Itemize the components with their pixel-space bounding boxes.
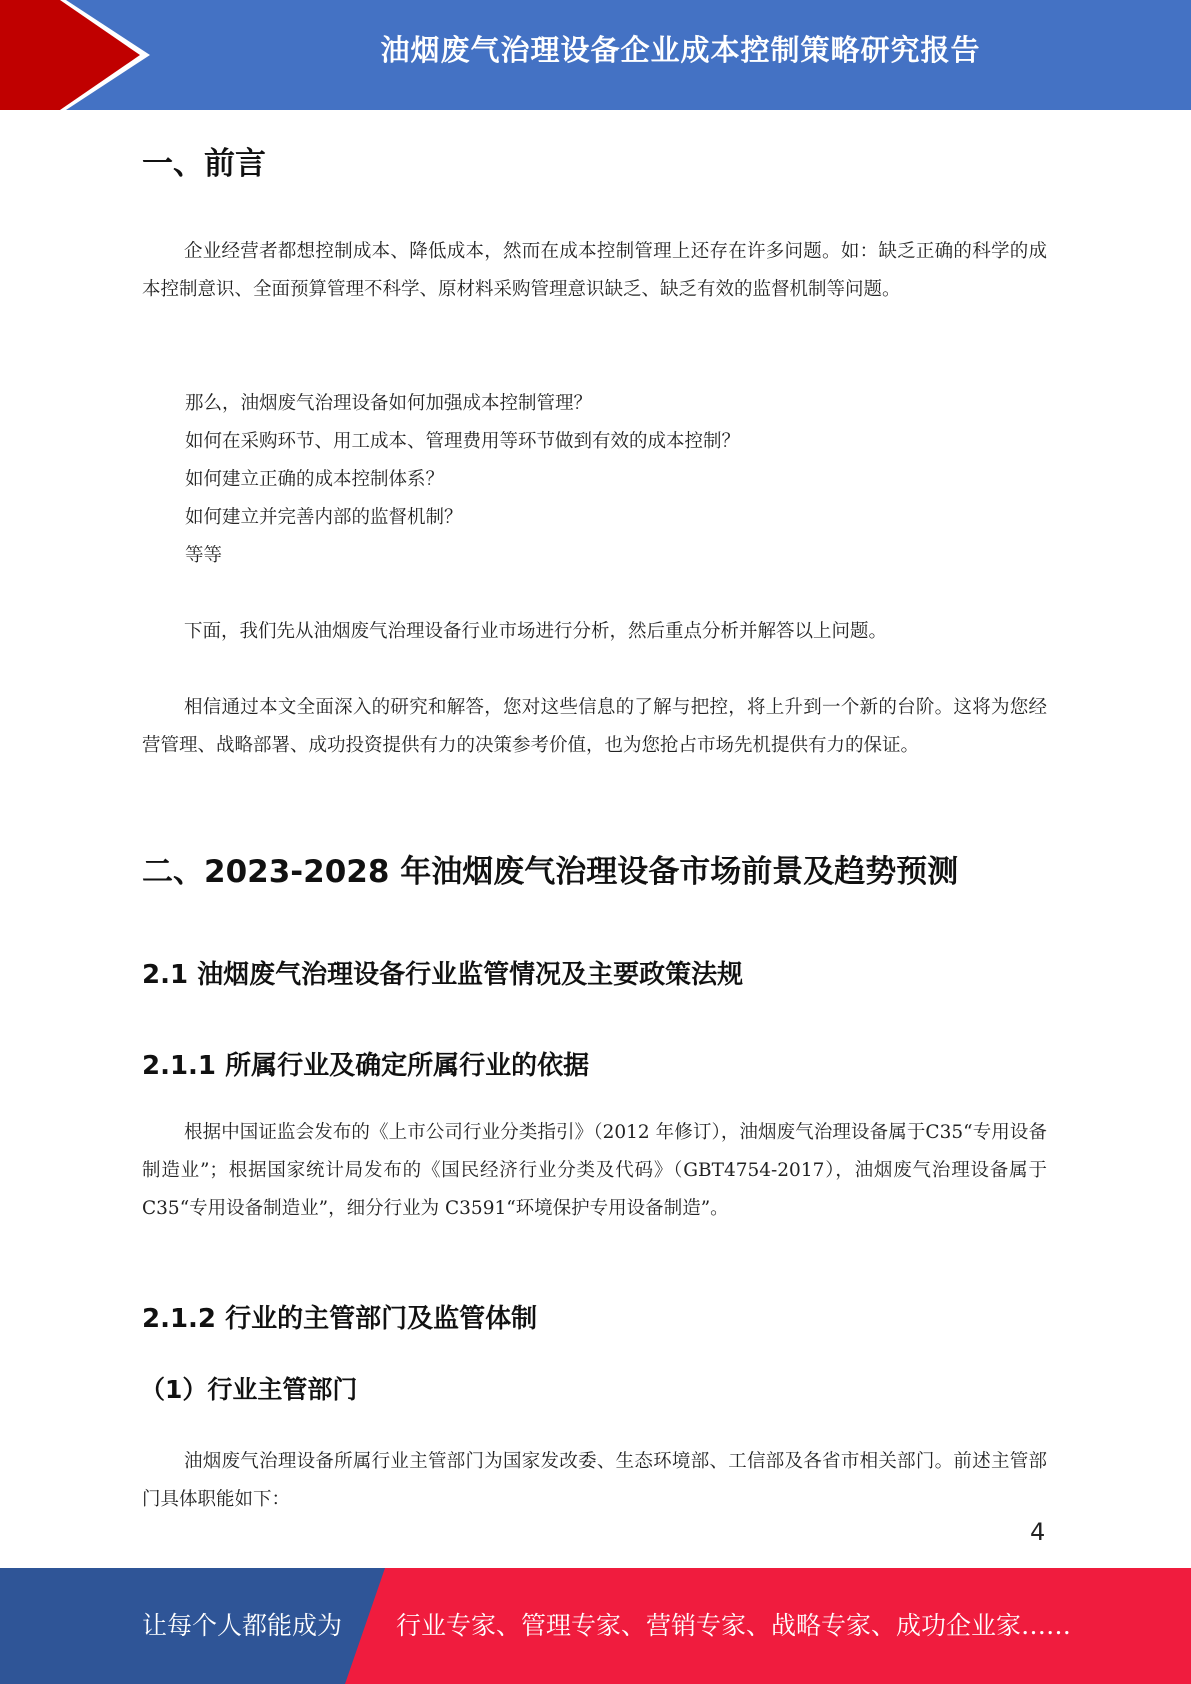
preface-next-paragraph: 下面，我们先从油烟废气治理设备行业市场进行分析，然后重点分析并解答以上问题。 bbox=[184, 621, 888, 642]
heading-industry-department: （1）行业主管部门 bbox=[140, 1375, 358, 1404]
report-title: 油烟废气治理设备企业成本控制策略研究报告 bbox=[380, 33, 981, 67]
industry-basis-paragraph: 根据中国证监会发布的《上市公司行业分类指引》（2012 年修订），油烟废气治理设备属于C35“专用设备制造业”；根据国家统计局发布的《国民经济行业分类及代码》（GBT4754-2017），油烟废气治理设备属于 C35“专用设备制造业”，细分行业为 C3591“环境保护专用设备制造”。 bbox=[142, 1122, 1047, 1219]
heading-forecast: 二、2023-2028 年油烟废气治理设备市场前景及趋势预测 bbox=[142, 854, 959, 890]
footer-slogan-left: 让每个人都能成为 bbox=[142, 1611, 343, 1640]
page-number: 4 bbox=[1030, 1518, 1046, 1546]
question-line: 等等 bbox=[185, 545, 223, 566]
question-line: 如何建立并完善内部的监督机制？ bbox=[185, 507, 463, 528]
question-line: 那么，油烟废气治理设备如何加强成本控制管理？ bbox=[185, 393, 593, 414]
preface-closing-paragraph: 相信通过本文全面深入的研究和解答，您对这些信息的了解与把控，将上升到一个新的台阶。这将为您经营管理、战略部署、成功投资提供有力的决策参考价值，也为您抢占市场先机提供有力的保证。 bbox=[142, 697, 1047, 756]
preface-intro-paragraph: 企业经营者都想控制成本、降低成本，然而在成本控制管理上还存在许多问题。如：缺乏正确的科学的成本控制意识、全面预算管理不科学、原材料采购管理意识缺乏、缺乏有效的监督机制等问题。 bbox=[142, 241, 1047, 300]
header-chevron-graphic bbox=[0, 0, 160, 110]
question-line: 如何在采购环节、用工成本、管理费用等环节做到有效的成本控制？ bbox=[185, 431, 741, 452]
header-banner bbox=[0, 0, 1191, 110]
footer-banner bbox=[0, 1568, 1191, 1684]
heading-preface: 一、前言 bbox=[142, 146, 266, 182]
department-paragraph: 油烟废气治理设备所属行业主管部门为国家发改委、生态环境部、工信部及各省市相关部门。前述主管部门具体职能如下： bbox=[142, 1451, 1047, 1510]
question-line: 如何建立正确的成本控制体系？ bbox=[185, 469, 445, 490]
footer-slogan-right: 行业专家、管理专家、营销专家、战略专家、成功企业家…… bbox=[396, 1611, 1072, 1640]
heading-2-1: 2.1 油烟废气治理设备行业监管情况及主要政策法规 bbox=[142, 960, 744, 990]
heading-2-1-1: 2.1.1 所属行业及确定所属行业的依据 bbox=[142, 1051, 590, 1081]
heading-2-1-2: 2.1.2 行业的主管部门及监管体制 bbox=[142, 1304, 538, 1334]
